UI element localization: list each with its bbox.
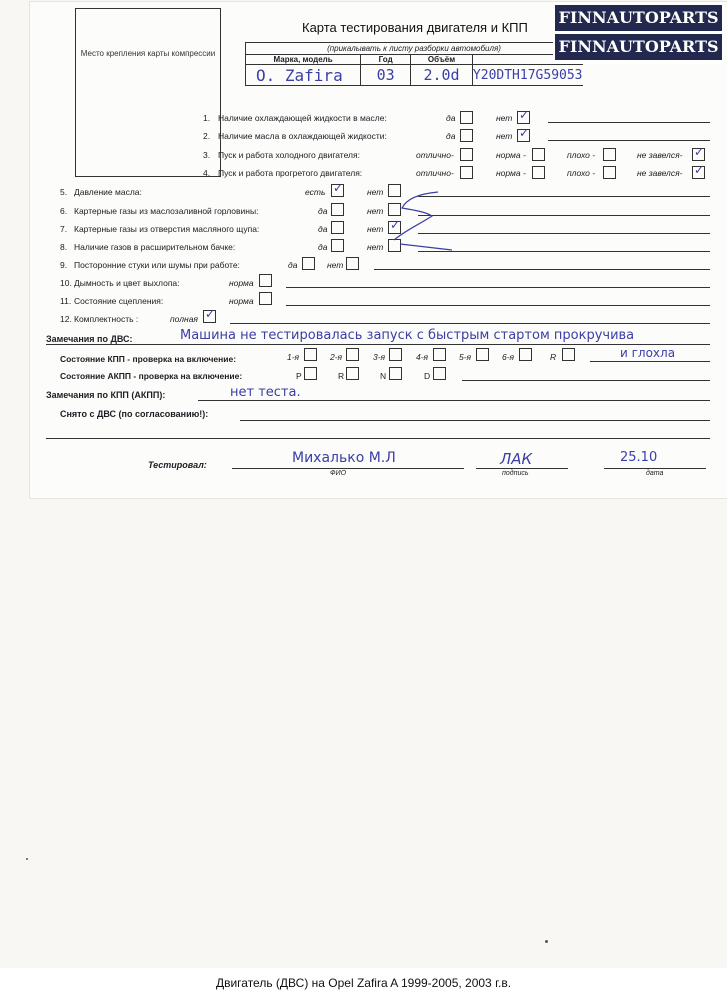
check-9-opt-no: нет	[327, 260, 344, 270]
check-4-label: Пуск и работа прогретого двигателя:	[218, 168, 363, 178]
check-1-box-no[interactable]	[517, 108, 530, 124]
check-8-label: Наличие газов в расширительном бачке:	[74, 242, 236, 252]
check-3-box-bad[interactable]	[603, 148, 616, 161]
check-10-line	[286, 287, 710, 288]
check-4-box-bad[interactable]	[603, 166, 616, 179]
check-2-box-yes[interactable]	[460, 129, 473, 142]
gear-1-box[interactable]	[304, 348, 317, 361]
check-2-label: Наличие масла в охлаждающей жидкости:	[218, 131, 387, 141]
check-1-label: Наличие охлаждающей жидкости в масле:	[218, 113, 387, 123]
dvs-remarks-label: Замечания по ДВС:	[46, 334, 133, 344]
date-caption: дата	[646, 470, 664, 477]
check-2-opt-yes: да	[446, 131, 456, 141]
header-volume: Объём	[411, 55, 473, 65]
check-3-opt-nostart: не завелся-	[637, 150, 683, 160]
gear-2-label: 2-я	[330, 352, 343, 362]
check-4-opt-bad: плохо -	[567, 168, 596, 178]
gear-4-label: 4-я	[416, 352, 429, 362]
removed-line-2	[46, 438, 710, 439]
compression-card-box	[75, 8, 221, 177]
check-5-num: 5.	[60, 187, 68, 197]
removed-label: Снято с ДВС (по согласованию!):	[60, 409, 209, 419]
check-8-opt-yes: да	[318, 242, 328, 252]
dvs-remarks-text: Машина не тестировалась запуск с быстрым стартом прокручива	[180, 328, 635, 343]
checkmark-icon: ✓	[205, 307, 216, 321]
check-6-line	[418, 215, 710, 216]
check-9-label: Посторонние стуки или шумы при работе:	[74, 260, 240, 270]
check-9-opt-yes: да	[288, 260, 298, 270]
date-line	[604, 468, 706, 469]
akpp-gear-p-label: P	[296, 371, 302, 381]
check-9-line	[374, 269, 710, 270]
kpp-remarks-line	[198, 400, 710, 401]
check-8-num: 8.	[60, 242, 68, 252]
akpp-line	[462, 380, 710, 381]
gear-2-box[interactable]	[346, 348, 359, 361]
check-3-box-normal[interactable]	[532, 148, 545, 161]
paper-speck	[26, 858, 28, 860]
check-7-opt-yes: да	[318, 224, 328, 234]
check-11-label: Состояние сцепления:	[74, 296, 164, 306]
akpp-gear-r-box[interactable]	[346, 367, 359, 380]
page-caption: Двигатель (ДВС) на Opel Zafira A 1999-2005, 2003 г.в.	[0, 968, 727, 1000]
check-7-num: 7.	[60, 224, 68, 234]
check-3-opt-normal: норма -	[496, 150, 526, 160]
akpp-gear-d-box[interactable]	[433, 367, 446, 380]
logo-text-2: FINNAUTOPARTS	[555, 34, 722, 60]
header-year: Год	[361, 55, 411, 65]
check-1-box-yes[interactable]	[460, 111, 473, 124]
finnautoparts-logo	[553, 2, 724, 64]
tester-caption: ФИО	[330, 470, 347, 477]
header-make-model: Марка, модель	[246, 55, 361, 65]
signature: ЛАК	[500, 450, 533, 468]
gear-r-box[interactable]	[562, 348, 575, 361]
check-4-num: 4.	[203, 168, 211, 178]
value-make-model: O. Zafira	[246, 65, 361, 86]
check-3-box-nostart[interactable]	[692, 145, 705, 161]
check-6-label: Картерные газы из маслозаливной горловины:	[74, 206, 259, 216]
check-10-label: Дымность и цвет выхлопа:	[74, 278, 180, 288]
akpp-gear-n-label: N	[380, 371, 387, 381]
signature-line	[476, 468, 568, 469]
kpp-note-line	[590, 361, 710, 362]
check-10-num: 10.	[60, 278, 72, 288]
check-12-box-full[interactable]	[203, 307, 216, 323]
checkmark-icon: ✓	[390, 218, 401, 232]
check-11-box-normal[interactable]	[259, 292, 272, 305]
check-7-line	[418, 233, 710, 234]
scribble-stroke	[386, 188, 456, 258]
check-1-opt-yes: да	[446, 113, 456, 123]
checkmark-icon: ✓	[333, 181, 344, 195]
compression-card-label: Место крепления карты компрессии	[80, 49, 216, 58]
akpp-gear-p-box[interactable]	[304, 367, 317, 380]
check-6-box-yes[interactable]	[331, 203, 344, 216]
value-year: 03	[361, 65, 411, 86]
checkmark-icon: ✓	[519, 126, 530, 140]
check-1-opt-no: нет	[496, 113, 513, 123]
gear-6-label: 6-я	[502, 352, 515, 362]
kpp-remarks-text: нет теста.	[230, 385, 301, 400]
checkmark-icon: ✓	[694, 145, 705, 159]
check-12-num: 12.	[60, 314, 72, 324]
test-card-form	[30, 2, 727, 498]
gear-3-label: 3-я	[373, 352, 386, 362]
check-4-box-normal[interactable]	[532, 166, 545, 179]
check-4-opt-excellent: отлично-	[416, 168, 454, 178]
check-10-opt-normal: норма	[229, 278, 254, 288]
akpp-label: Состояние АКПП - проверка на включение:	[60, 371, 243, 381]
check-12-label: Комплектность :	[74, 314, 139, 324]
tested-label: Тестировал:	[148, 460, 207, 470]
check-7-label: Картерные газы из отверстия масляного щупа:	[74, 224, 260, 234]
check-5-opt-no: нет	[367, 187, 384, 197]
check-11-line	[286, 305, 710, 306]
akpp-gear-n-box[interactable]	[389, 367, 402, 380]
paper-speck	[545, 940, 548, 943]
check-9-box-no[interactable]	[346, 257, 359, 270]
akpp-gear-d-label: D	[424, 371, 431, 381]
check-9-box-yes[interactable]	[302, 257, 315, 270]
check-1-num: 1.	[203, 113, 211, 123]
check-2-line	[548, 140, 710, 141]
check-7-box-yes[interactable]	[331, 221, 344, 234]
dvs-remarks-line	[46, 344, 710, 345]
logo-text-1: FINNAUTOPARTS	[555, 5, 722, 31]
akpp-gear-r-label: R	[338, 371, 345, 381]
test-date: 25.10	[620, 450, 658, 465]
check-4-box-nostart[interactable]	[692, 163, 705, 179]
check-5-line	[418, 196, 710, 197]
check-8-line	[418, 251, 710, 252]
check-3-opt-excellent: отлично-	[416, 150, 454, 160]
form-title: Карта тестирования двигателя и КПП	[302, 20, 528, 35]
check-1-line	[548, 122, 710, 123]
check-5-label: Давление масла:	[74, 187, 142, 197]
value-volume: 2.0d	[411, 65, 473, 86]
check-4-opt-nostart: не завелся-	[637, 168, 683, 178]
check-12-opt-full: полная	[170, 314, 198, 324]
checkmark-icon: ✓	[519, 108, 530, 122]
check-9-num: 9.	[60, 260, 68, 270]
kpp-note: и глохла	[620, 346, 676, 360]
kpp-remarks-label: Замечания по КПП (АКПП):	[46, 390, 166, 400]
tester-line	[232, 468, 464, 469]
check-11-opt-normal: норма	[229, 296, 254, 306]
check-3-label: Пуск и работа холодного двигателя:	[218, 150, 360, 160]
checkmark-icon: ✓	[694, 163, 705, 177]
check-5-box-yes[interactable]	[331, 181, 344, 197]
check-6-num: 6.	[60, 206, 68, 216]
check-11-num: 11.	[60, 296, 72, 306]
check-4-opt-normal: норма -	[496, 168, 526, 178]
form-subtitle: (прикалывать к листу разборки автомобиля)	[246, 43, 583, 55]
check-10-box-normal[interactable]	[259, 274, 272, 287]
kpp-label: Состояние КПП - проверка на включение:	[60, 354, 237, 364]
check-6-opt-no: нет	[367, 206, 384, 216]
vehicle-table	[245, 42, 583, 86]
gear-3-box[interactable]	[389, 348, 402, 361]
check-3-opt-bad: плохо -	[567, 150, 596, 160]
check-3-box-excellent[interactable]	[460, 148, 473, 161]
removed-line	[240, 420, 710, 421]
gear-r-label: R	[550, 352, 557, 362]
gear-5-box[interactable]	[476, 348, 489, 361]
check-8-box-yes[interactable]	[331, 239, 344, 252]
gear-5-label: 5-я	[459, 352, 472, 362]
gear-4-box[interactable]	[433, 348, 446, 361]
check-2-box-no[interactable]	[517, 126, 530, 142]
check-6-opt-yes: да	[318, 206, 328, 216]
tester-name: Михалько М.Л	[292, 450, 396, 466]
check-2-opt-no: нет	[496, 131, 513, 141]
check-2-num: 2.	[203, 131, 211, 141]
gear-1-label: 1-я	[287, 352, 300, 362]
gear-6-box[interactable]	[519, 348, 532, 361]
check-7-opt-no: нет	[367, 224, 384, 234]
check-8-opt-no: нет	[367, 242, 384, 252]
check-3-num: 3.	[203, 150, 211, 160]
value-engine-code: Y20DTH17G59053	[472, 65, 582, 86]
check-5-opt-yes: есть	[305, 187, 326, 197]
check-12-line	[230, 323, 710, 324]
check-4-box-excellent[interactable]	[460, 166, 473, 179]
signature-caption: подпись	[502, 470, 529, 477]
